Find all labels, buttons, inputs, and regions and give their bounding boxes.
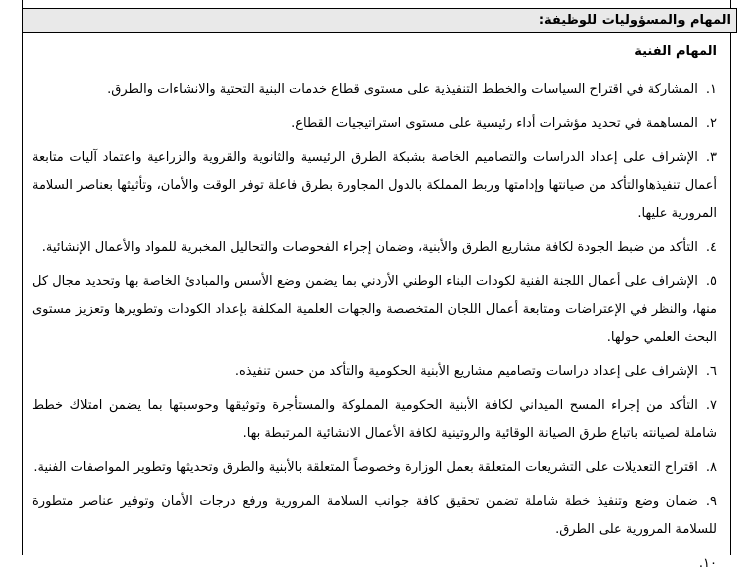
item-number: ٤. — [705, 240, 717, 255]
previous-row-remnant — [22, 0, 731, 8]
item-text: الإشراف على أعمال اللجنة الفنية لكودات البناء الوطني الأردني بما يضمن وضع الأسس والمبادئ الخاصة بها وتحديد مجال كل منها، والنظر في الإعتراضات ومتابعة أعمال اللجان المتخصصة والجهات العلمية المكلفة بإعداد الكودات وتطويرها وتعزيز مستوى البحث العلمي حولها. — [32, 274, 717, 345]
section-header-row — [22, 8, 737, 33]
task-item — [32, 454, 717, 482]
section-header-title: المهام والمسؤوليات للوظيفة: — [538, 13, 731, 28]
task-item — [32, 268, 717, 352]
item-number: ٣. — [705, 150, 717, 165]
item-number: ٧. — [705, 398, 717, 413]
task-item — [32, 76, 717, 104]
task-item — [32, 234, 717, 262]
item-number: ٩. — [705, 494, 717, 509]
item-number: ٨. — [705, 460, 717, 475]
item-text: اقتراح التعديلات على التشريعات المتعلقة بعمل الوزارة وخصوصاً المتعلقة بالأبنية والطرق وتحديثها وتطوير المواصفات الفنية. — [33, 460, 698, 475]
task-item — [32, 392, 717, 448]
item-text: الإشراف على إعداد دراسات وتصاميم مشاريع الأبنية الحكومية والتأكد من حسن تنفيذه. — [234, 364, 698, 379]
task-item — [32, 144, 717, 228]
item-number: ١. — [705, 82, 717, 97]
subsection-title: المهام الفنية — [634, 44, 717, 59]
item-number: ١٠. — [698, 556, 717, 571]
item-number: ٦. — [705, 364, 717, 379]
item-number: ٥. — [705, 274, 717, 289]
item-text: المشاركة في اقتراح السياسات والخطط التنفيذية على مستوى قطاع خدمات البنية التحتية والانشاءات والطرق. — [107, 82, 698, 97]
item-text: التأكد من ضبط الجودة لكافة مشاريع الطرق والأبنية، وضمان إجراء الفحوصات والتحاليل المخبرية للمواد والأعمال الإنشائية. — [41, 240, 698, 255]
task-item — [32, 488, 717, 544]
item-text: ضمان وضع وتنفيذ خطة شاملة تضمن تحقيق كافة جوانب السلامة المرورية ورفع درجات الأمان وتوفير عناصر متطورة للسلامة المرورية على الطرق. — [32, 494, 717, 537]
content-cell — [22, 33, 731, 571]
task-list — [32, 76, 717, 544]
task-item — [32, 358, 717, 386]
item-text: التأكد من إجراء المسح الميداني لكافة الأبنية الحكومية المملوكة والمستأجرة وتوثيقها وحوسبتها بما يضمن امتلاك خطط شاملة لصيانته باتباع طرق الصيانة الوقائية والروتينية لكافة الأعمال الانشائية المرتبطة بها. — [32, 398, 717, 441]
clipped-next-line — [32, 550, 717, 571]
task-item — [32, 110, 717, 138]
item-text: الإشراف على إعداد الدراسات والتصاميم الخاصة بشبكة الطرق الرئيسية والثانوية والقروية والزراعية واعتماد آليات متابعة أعمال تنفيذهاوالتأكد من صيانتها وإدامتها وربط المملكة بالدول المجاورة بطرق فاعلة توفر الوقت والأمان، وتأثيثها بعناصر السلامة المرورية عليها. — [32, 150, 717, 221]
item-number: ٢. — [705, 116, 717, 131]
item-text: المساهمة في تحديد مؤشرات أداء رئيسية على مستوى استراتيجيات القطاع. — [291, 116, 698, 131]
